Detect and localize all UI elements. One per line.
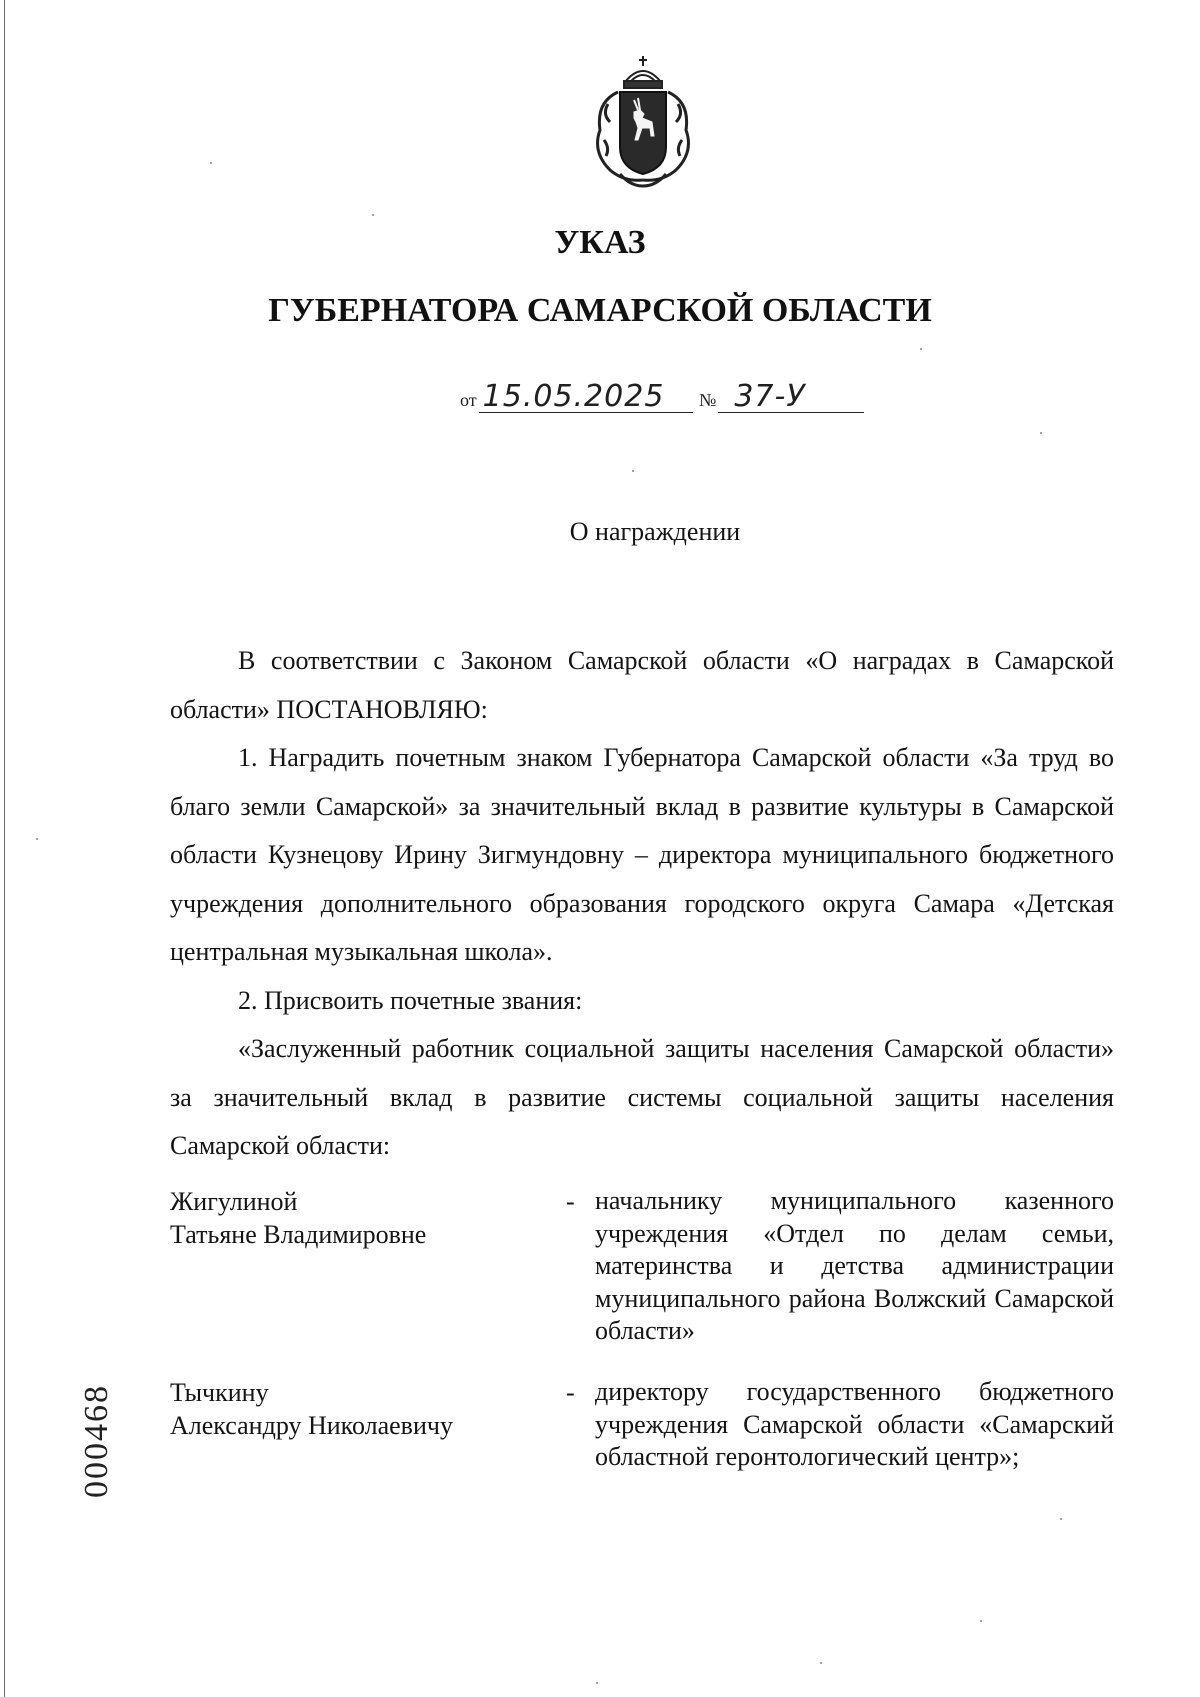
recipient-given-names: Татьяне Владимировне — [170, 1220, 427, 1249]
scan-speck — [820, 1662, 822, 1664]
form-serial-number: 000468 — [78, 1384, 115, 1498]
scan-speck — [36, 838, 38, 840]
scan-speck — [920, 348, 922, 350]
scan-speck — [980, 1620, 982, 1622]
recipient-given-names: Александру Николаевичу — [170, 1411, 453, 1440]
recipient-name — [170, 1185, 570, 1251]
dateline — [458, 379, 864, 414]
number-label: № — [699, 390, 717, 410]
handwritten-date: 15.05.2025 — [479, 382, 693, 413]
coat-of-arms-icon — [580, 52, 706, 192]
recipient-position: начальнику муниципального казенного учреждения «Отдел по делам семьи, материнства и детства администрации муниципального района Волжский Самарской области» — [595, 1186, 1114, 1345]
scan-speck — [596, 1682, 598, 1684]
scan-speck — [1060, 1518, 1062, 1520]
recipient-name — [170, 1376, 570, 1442]
recipient-surname: Тычкину — [170, 1378, 269, 1407]
scan-speck — [1040, 432, 1042, 434]
item-1-paragraph: 1. Наградить почетным знаком Губернатора Самарской области «За труд во благо земли Самарской» за значительный вклад в развитие культуры в Самарской области Кузнецову Ирину Зигмундовну – директора муниципального бюджетного учреждения дополнительного образования городского округа Самара «Детская центральная музыкальная школа». — [170, 743, 1114, 966]
recipient-position: директору государственного бюджетного учреждения Самарской области «Самарский областной геронтологический центр»; — [595, 1377, 1114, 1471]
document-type-title: УКАЗ — [554, 224, 646, 261]
scan-speck — [210, 162, 212, 164]
recipient-surname: Жигулиной — [170, 1187, 298, 1216]
item-2-paragraph: 2. Присвоить почетные звания: — [238, 985, 583, 1015]
honorary-title-paragraph: «Заслуженный работник социальной защиты населения Самарской области» за значительный вклад в развитие системы социальной защиты населения Самарской области: — [170, 1034, 1114, 1160]
preamble-paragraph: В соответствии с Законом Самарской области «О наградах в Самарской области» ПОСТАНОВЛЯЮ: — [170, 646, 1114, 724]
entry-dash: - — [566, 1378, 575, 1407]
issuer-title: ГУБЕРНАТОРА САМАРСКОЙ ОБЛАСТИ — [268, 292, 932, 329]
entry-dash: - — [566, 1187, 575, 1216]
scan-speck — [632, 470, 634, 472]
date-from-label: от — [460, 390, 477, 410]
scan-speck — [372, 214, 374, 216]
decree-subject: О награждении — [569, 517, 741, 546]
handwritten-decree-number: 37-У — [718, 382, 864, 413]
decree-body — [170, 637, 1114, 1171]
